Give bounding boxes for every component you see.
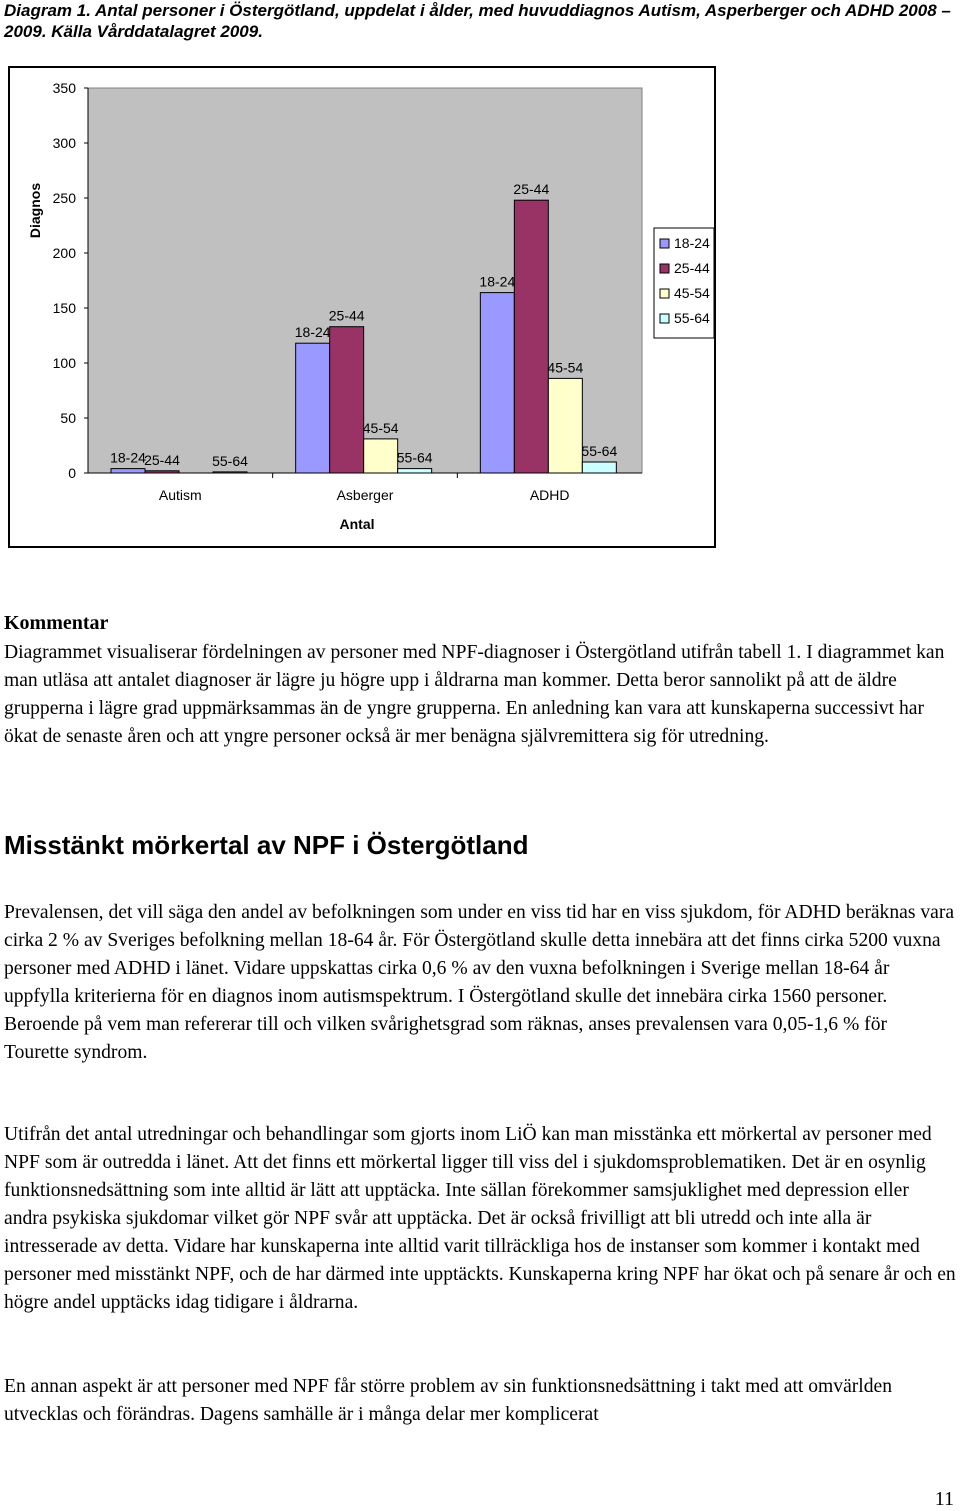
legend-label: 25-44 xyxy=(674,260,710,276)
legend-swatch xyxy=(660,289,669,298)
page-number: 11 xyxy=(934,1488,954,1510)
paragraph-dark-figure: Utifrån det antal utredningar och behandlingar som gjorts inom LiÖ kan man misstänka ett mörkertal av personer med NPF som är outredda i länet. Att det finns ett mörkertal ligger till viss del i sjukdomsproblematiken. Det är en osynlig funktionsnedsättning som inte alltid är lätt att upptäcka. Inte sällan förekommer samsjuklighet med depression eller andra psykiska sjukdomar vilket gör NPF svår att upptäcka. Det är också frivilligt att bli utredd och inte alla är intresserade av detta. Vidare har kunskaperna inte alltid varit tillräckliga hos de instanser som kommer i kontakt med personer med misstänkt NPF, och de har därmed inte upptäckts. Kunskaperna kring NPF har ökat och på senare år och en högre andel upptäcks idag tidigare i åldrarna. xyxy=(4,1124,956,1313)
bar-data-label: 55-64 xyxy=(396,449,433,466)
y-axis-title: Diagnos xyxy=(27,182,43,239)
x-tick-label: Autism xyxy=(158,487,202,503)
y-tick-label: 50 xyxy=(60,410,76,426)
bar xyxy=(145,471,179,473)
bar-data-label: 18-24 xyxy=(110,449,146,466)
paragraph-prevalence: Prevalensen, det vill säga den andel av befolkningen som under en viss tid har en viss sjukdom, för ADHD beräknas vara cirka 2 % av Sveriges befolkning mellan 18-64 år. För Östergötland skulle detta innebära att det finns cirka 5200 vuxna personer med ADHD i länet. Vidare uppskattas cirka 0,6 % av den vuxna befolkningen i Sverige mellan 18-64 år uppfylla kriterierna för en diagnos inom autismspektrum. I Östergötland skulle det innebära cirka 1560 personer. Beroende på vem man refererar till och vilken svårighetsgrad som räknas, anses prevalensen vara 0,05-1,6 % för Tourette syndrom. xyxy=(4,902,955,1063)
legend-swatch xyxy=(660,314,669,323)
bar-data-label: 25-44 xyxy=(328,307,365,324)
comment-text: Diagrammet visualiserar fördelningen av personer med NPF-diagnoser i Östergötland utifrån tabell 1. I diagrammet kan man utläsa att antalet diagnoser är lägre ju högre upp i åldrarna man kommer. Detta beror sannolikt på att de äldre grupperna i lägre grad uppmärksammas än de yngre grupperna. En anledning kan vara att kunskaperna successivt har ökat de senaste åren och att yngre personer också är mer benägna självremittera sig för utredning. xyxy=(4,642,945,747)
legend-label: 18-24 xyxy=(674,235,710,251)
bar xyxy=(330,327,364,473)
y-tick-label: 0 xyxy=(68,465,76,481)
bar xyxy=(548,378,582,473)
legend-label: 45-54 xyxy=(674,285,710,301)
chart-frame xyxy=(8,66,716,548)
section-heading: Misstänkt mörkertal av NPF i Östergötland xyxy=(4,830,529,860)
bar-chart xyxy=(10,68,714,546)
bar-data-label: 55-64 xyxy=(212,452,248,469)
bar-data-label: 55-64 xyxy=(581,443,618,459)
legend-swatch xyxy=(660,239,669,248)
y-tick-label: 150 xyxy=(52,300,76,316)
chart-caption: Diagram 1. Antal personer i Östergötland, uppdelat i ålder, med huvuddiagnos Autism, Asperberger och ADHD 2008 – 2009. Källa Vårddatalagret 2009. xyxy=(4,1,951,41)
x-tick-label: ADHD xyxy=(529,487,570,503)
bar-data-label: 25-44 xyxy=(144,451,180,468)
y-tick-label: 200 xyxy=(52,245,76,261)
paragraph-other-aspect: En annan aspekt är att personer med NPF får större problem av sin funktionsnedsättning i takt med att omvärlden utvecklas och förändras. Dagens samhälle är i många delar mer komplicerat xyxy=(4,1376,893,1425)
bar xyxy=(213,472,247,473)
y-tick-label: 250 xyxy=(52,190,76,206)
y-tick-label: 350 xyxy=(52,80,76,96)
comment-heading: Kommentar xyxy=(4,612,109,634)
y-tick-label: 300 xyxy=(52,135,76,151)
bar xyxy=(514,200,548,473)
bar xyxy=(582,462,616,473)
bar xyxy=(296,343,330,473)
x-axis-title: Antal xyxy=(339,516,375,532)
bar-data-label: 45-54 xyxy=(547,359,584,376)
legend xyxy=(654,228,714,338)
bar-data-label: 18-24 xyxy=(294,324,331,341)
bar xyxy=(364,439,398,473)
legend-label: 55-64 xyxy=(674,310,710,326)
bar xyxy=(398,469,432,473)
bar-data-label: 45-54 xyxy=(362,419,399,436)
bar-data-label: 25-44 xyxy=(513,181,550,198)
y-tick-label: 100 xyxy=(52,355,76,371)
x-tick-label: Asberger xyxy=(336,487,394,503)
bar-data-label: 18-24 xyxy=(479,273,516,290)
bar xyxy=(111,469,145,473)
legend-swatch xyxy=(660,264,669,273)
bar xyxy=(480,293,514,473)
